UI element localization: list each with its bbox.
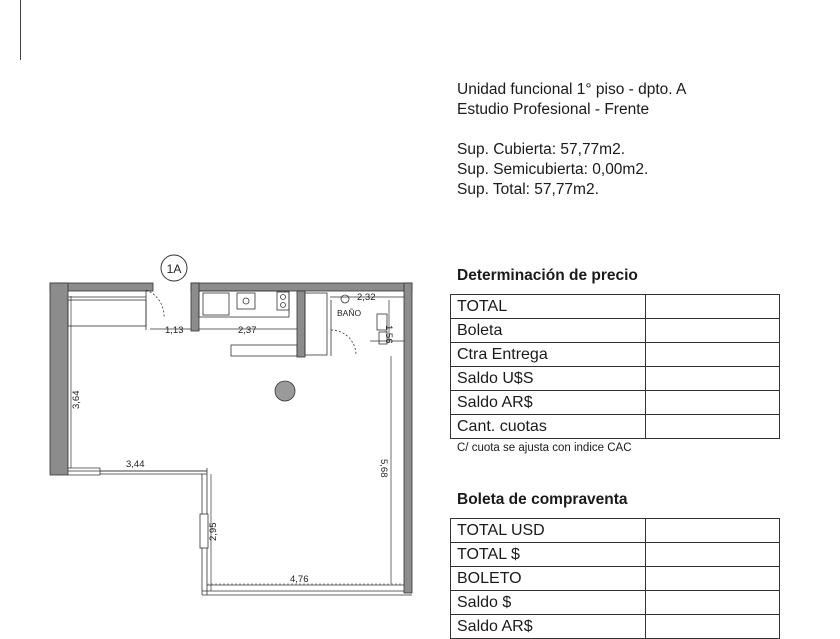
pricing-label: Ctra Entrega <box>451 343 646 367</box>
pricing-label: Saldo AR$ <box>451 391 646 415</box>
boleta-label: TOTAL USD <box>451 519 646 543</box>
boleta-title: Boleta de compraventa <box>457 491 628 508</box>
boleta-label: BOLETO <box>451 567 646 591</box>
walls <box>50 283 412 593</box>
table-row <box>451 391 780 415</box>
wall-right <box>404 283 412 593</box>
unit-tag-label: 1A <box>166 262 182 276</box>
wall-top-mid <box>191 283 199 331</box>
dim-4-76: 4,76 <box>290 574 309 585</box>
sink-icon <box>237 293 255 309</box>
unit-info <box>457 80 686 200</box>
pricing-title: Determinación de precio <box>457 267 638 284</box>
table-row <box>451 591 780 615</box>
dim-1-56: 1,56 <box>383 325 394 344</box>
table-row <box>451 415 780 439</box>
boleta-value-cell[interactable] <box>646 543 780 567</box>
dimension-labels <box>71 292 394 585</box>
pricing-label: Cant. cuotas <box>451 415 646 439</box>
pricing-value-cell[interactable] <box>646 367 780 391</box>
shower-tray <box>305 293 327 355</box>
dim-1-13: 1,13 <box>165 325 184 336</box>
unit-line-1: Unidad funcional 1° piso - dpto. A <box>457 81 687 98</box>
boleta-table <box>450 518 780 639</box>
table-row <box>451 519 780 543</box>
boleta-value-cell[interactable] <box>646 519 780 543</box>
boleta-label: Saldo AR$ <box>451 615 646 639</box>
table-row <box>451 567 780 591</box>
dimension-lines <box>68 296 404 591</box>
table-row <box>451 543 780 567</box>
boleta-value-cell[interactable] <box>646 615 780 639</box>
dim-5-68: 5,68 <box>378 459 389 478</box>
pricing-value-cell[interactable] <box>646 343 780 367</box>
unit-line-2: Estudio Profesional - Frente <box>457 101 650 118</box>
pricing-value-cell[interactable] <box>646 391 780 415</box>
table-row <box>451 343 780 367</box>
wall-top-right <box>191 283 412 291</box>
table-row <box>451 295 780 319</box>
dim-3-64: 3,64 <box>71 390 82 409</box>
interior <box>68 290 404 401</box>
island-counter <box>231 345 297 356</box>
wall-left <box>50 283 68 475</box>
boleta-label: Saldo $ <box>451 591 646 615</box>
table-row <box>451 367 780 391</box>
window-lines <box>68 468 412 595</box>
pricing-value-cell[interactable] <box>646 319 780 343</box>
dim-2-95: 2,95 <box>208 522 219 541</box>
sup-cubierta: Sup. Cubierta: 57,77m2. <box>457 141 626 158</box>
pricing-table <box>450 294 780 439</box>
pricing-label: Saldo U$S <box>451 367 646 391</box>
pricing-label: Boleta <box>451 319 646 343</box>
table-row <box>451 319 780 343</box>
pricing-label: TOTAL <box>451 295 646 319</box>
boleta-value-cell[interactable] <box>646 567 780 591</box>
kitchen-counter <box>199 291 289 317</box>
dim-3-44: 3,44 <box>126 459 145 470</box>
sup-semicubierta: Sup. Semicubierta: 0,00m2. <box>457 161 649 178</box>
pricing-value-cell[interactable] <box>646 295 780 319</box>
wardrobe <box>68 300 146 326</box>
pricing-value-cell[interactable] <box>646 415 780 439</box>
sup-total: Sup. Total: 57,77m2. <box>457 181 599 198</box>
bath-sink-icon <box>341 295 349 303</box>
boleta-label: TOTAL $ <box>451 543 646 567</box>
pricing-note: C/ cuota se ajusta con indice CAC <box>457 442 632 454</box>
column-icon <box>275 381 295 401</box>
bath-label: BAÑO <box>337 308 362 318</box>
boleta-value-cell[interactable] <box>646 591 780 615</box>
dim-2-32: 2,32 <box>357 292 376 303</box>
table-row <box>451 615 780 639</box>
dim-2-37: 2,37 <box>238 325 257 336</box>
unit-tag <box>161 255 187 281</box>
